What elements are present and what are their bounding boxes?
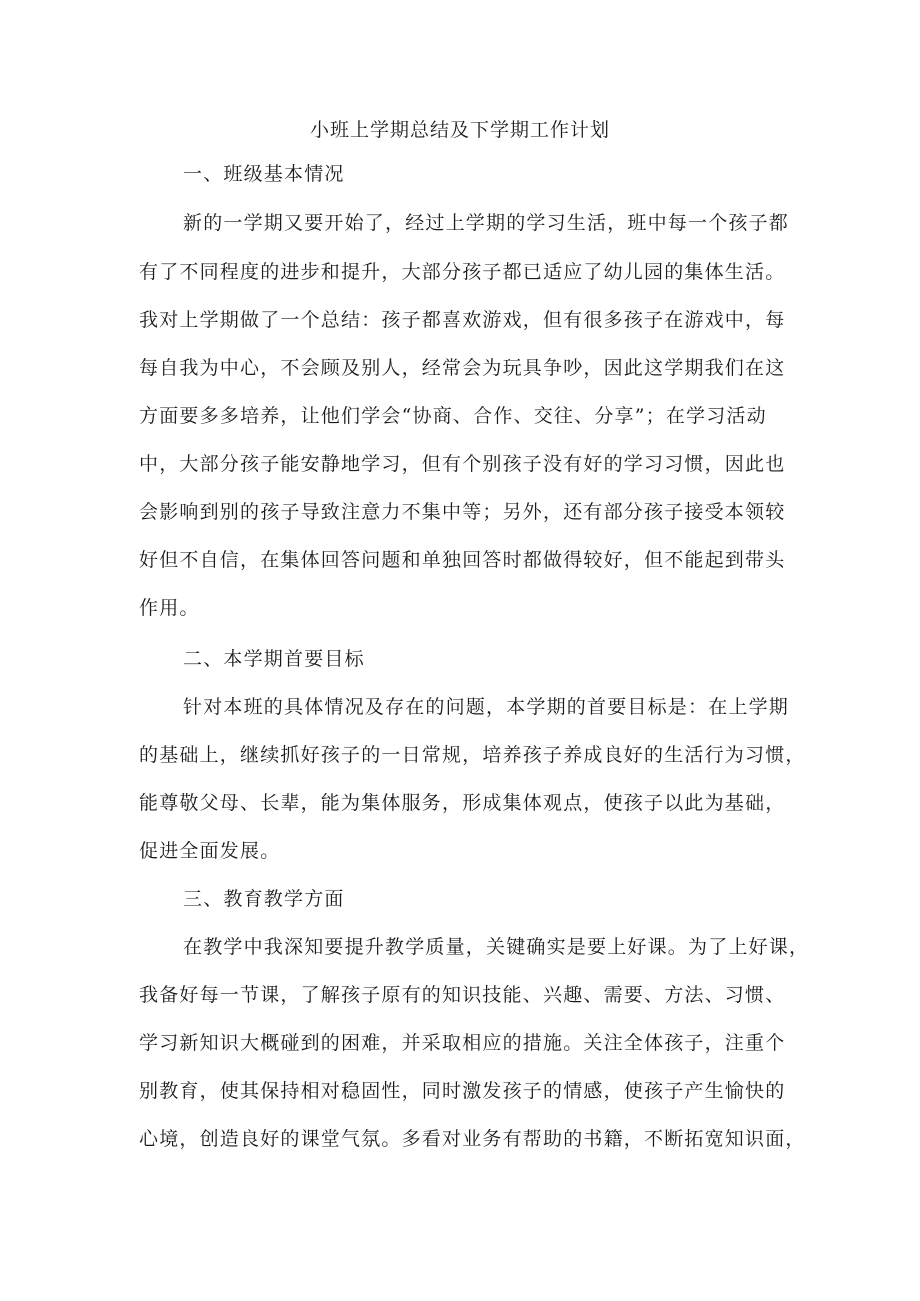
paragraph-line: 每自我为中心，不会顾及别人，经常会为玩具争吵，因此这学期我们在这 [139, 357, 786, 379]
paragraph-line: 中，大部分孩子能安静地学习，但有个别孩子没有好的学习习惯，因此也 [139, 453, 786, 475]
paragraph-line: 新的一学期又要开始了，经过上学期的学习生活，班中每一个孩子都 [183, 212, 790, 234]
paragraph-line: 我对上学期做了一个总结：孩子都喜欢游戏，但有很多孩子在游戏中，每 [139, 309, 786, 331]
section-heading: 一、班级基本情况 [183, 163, 345, 185]
section-heading: 二、本学期首要目标 [183, 648, 365, 670]
paragraph-line: 作用。 [139, 597, 200, 619]
paragraph-line: 在教学中我深知要提升教学质量，关键确实是要上好课。为了上好课， [183, 936, 810, 958]
paragraph-line: 促进全面发展。 [139, 840, 281, 862]
paragraph-line: 方面要多多培养，让他们学会“协商、合作、交往、分享”；在学习活动 [139, 405, 767, 427]
paragraph-line: 我备好每一节课，了解孩子原有的知识技能、兴趣、需要、方法、习惯、 [139, 984, 786, 1006]
paragraph-line: 会影响到别的孩子导致注意力不集中等；另外，还有部分孩子接受本领较 [139, 501, 786, 523]
section-heading: 三、教育教学方面 [183, 888, 345, 910]
paragraph-line: 针对本班的具体情况及存在的问题，本学期的首要目标是：在上学期 [183, 696, 790, 718]
document-title: 小班上学期总结及下学期工作计划 [309, 119, 610, 141]
paragraph-line: 有了不同程度的进步和提升，大部分孩子都已适应了幼儿园的集体生活。 [139, 261, 786, 283]
paragraph-line: 学习新知识大概碰到的困难，并采取相应的措施。关注全体孩子，注重个 [139, 1032, 786, 1054]
paragraph-line: 的基础上，继续抓好孩子的一日常规，培养孩子养成良好的生活行为习惯， [139, 744, 806, 766]
paragraph-line: 别教育，使其保持相对稳固性，同时激发孩子的情感，使孩子产生愉快的 [139, 1080, 786, 1102]
paragraph-line: 好但不自信，在集体回答问题和单独回答时都做得较好，但不能起到带头 [139, 549, 786, 571]
paragraph-line: 能尊敬父母、长辈，能为集体服务，形成集体观点，使孩子以此为基础， [139, 792, 786, 814]
paragraph-line: 心境，创造良好的课堂气氛。多看对业务有帮助的书籍，不断拓宽知识面， [139, 1128, 806, 1150]
